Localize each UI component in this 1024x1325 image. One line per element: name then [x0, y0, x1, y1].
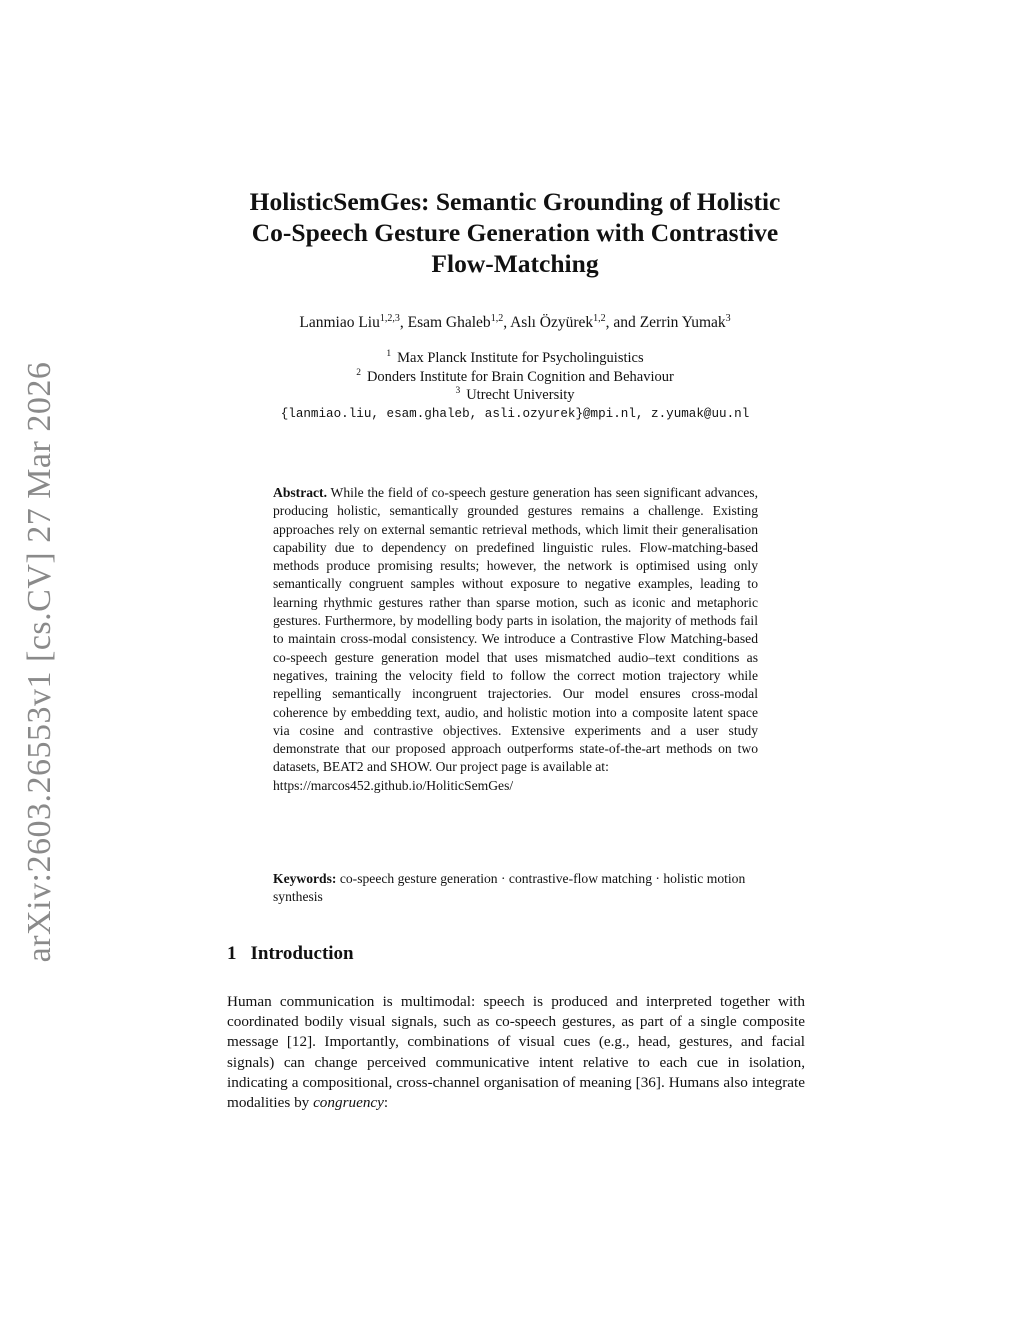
- author-name: Zerrin Yumak: [639, 314, 726, 331]
- keywords-text: co-speech gesture generation · contrastive-flow matching · holistic motion synthesis: [273, 871, 746, 905]
- affiliation-number: 2: [356, 368, 361, 378]
- title-line: Flow-Matching: [431, 249, 599, 278]
- author-separator: , and: [605, 314, 640, 331]
- affiliation-name: Max Planck Institute for Psycholinguistics: [397, 350, 644, 366]
- author-affiliation-mark: 1,2: [490, 313, 504, 324]
- affiliation-name: Donders Institute for Brain Cognition and Behaviour: [366, 369, 674, 385]
- paper-title: [200, 186, 830, 279]
- affiliation: [200, 369, 830, 386]
- author-name: Esam Ghaleb: [407, 314, 491, 331]
- author-name: Aslı Özyürek: [510, 314, 594, 331]
- introduction-paragraph: [227, 992, 805, 1113]
- affiliation-number: 3: [455, 386, 461, 396]
- section-title: Introduction: [250, 943, 354, 964]
- project-page-link[interactable]: https://marcos452.github.io/HoliticSemGes/: [273, 777, 514, 793]
- paragraph-tail: :: [383, 1094, 389, 1112]
- author-separator: ,: [503, 314, 511, 331]
- emphasized-term: congruency: [313, 1094, 384, 1112]
- author-separator: ,: [399, 314, 408, 331]
- abstract: [273, 484, 758, 795]
- author-affiliation-mark: 1,2: [593, 313, 606, 324]
- author-emails: {lanmiao.liu, esam.ghaleb, asli.ozyurek}@mpi.nl, z.yumak@uu.nl: [280, 407, 750, 421]
- section-number: 1: [227, 943, 237, 964]
- affiliation: [200, 387, 830, 404]
- author-list: [200, 314, 830, 332]
- affiliation: [200, 350, 830, 367]
- affiliation-number: 1: [386, 349, 392, 359]
- affiliation-name: Utrecht University: [466, 387, 575, 403]
- author-affiliation-mark: 1,2,3: [379, 313, 400, 324]
- keywords: [273, 870, 758, 907]
- keywords-label: Keywords:: [273, 871, 337, 886]
- paragraph-text: Human communication is multimodal: speech is produced and interpreted together with coordinated bodily visual signals, such as co-speech gestures, as part of a single composite message [12]. Importantly, combinations of visual cues (e.g., head, gestures, and facial signals) can change perceived communicative intent relative to each cue in isolation, indicating a compositional, cross-channel organisation of meaning [36]. Humans also integrate modalities by: [227, 993, 805, 1112]
- arxiv-identifier-stamp: arXiv:2603.26553v1 [cs.CV] 27 Mar 2026: [21, 361, 58, 963]
- abstract-text: While the field of co-speech gesture generation has seen significant advances, producing holistic, semantically grounded gestures remains a challenge. Existing approaches rely on external semantic retrieval methods, which limit their generalisation capability due to dependency on predefined linguistic rules. Flow-matching-based methods produce promising results; however, the network is optimised using only semantically congruent samples without exposure to negative examples, leading to learning rhythmic gestures rather than sparse motion, such as iconic and metaphoric gestures. Furthermore, by modelling body parts in isolation, the majority of methods fail to maintain cross-modal consistency. We introduce a Contrastive Flow Matching-based co-speech gesture generation model that uses mismatched audio–text conditions as negatives, training the velocity field to follow the correct motion trajectory while repelling semantically incongruent trajectories. Our model ensures cross-modal coherence by embedding text, audio, and holistic motion into a composite latent space via cosine and contrastive objectives. Extensive experiments and a user study demonstrate that our proposed approach outperforms state-of-the-art methods on two datasets, BEAT2 and SHOW. Our project page is available at:: [273, 485, 758, 775]
- title-line: HolisticSemGes: Semantic Grounding of Holistic: [249, 187, 781, 216]
- section-heading: [227, 943, 354, 965]
- title-line: Co-Speech Gesture Generation with Contrastive: [251, 218, 779, 247]
- author-name: Lanmiao Liu: [299, 314, 380, 331]
- author-affiliation-mark: 3: [725, 313, 731, 324]
- abstract-label: Abstract.: [273, 485, 327, 500]
